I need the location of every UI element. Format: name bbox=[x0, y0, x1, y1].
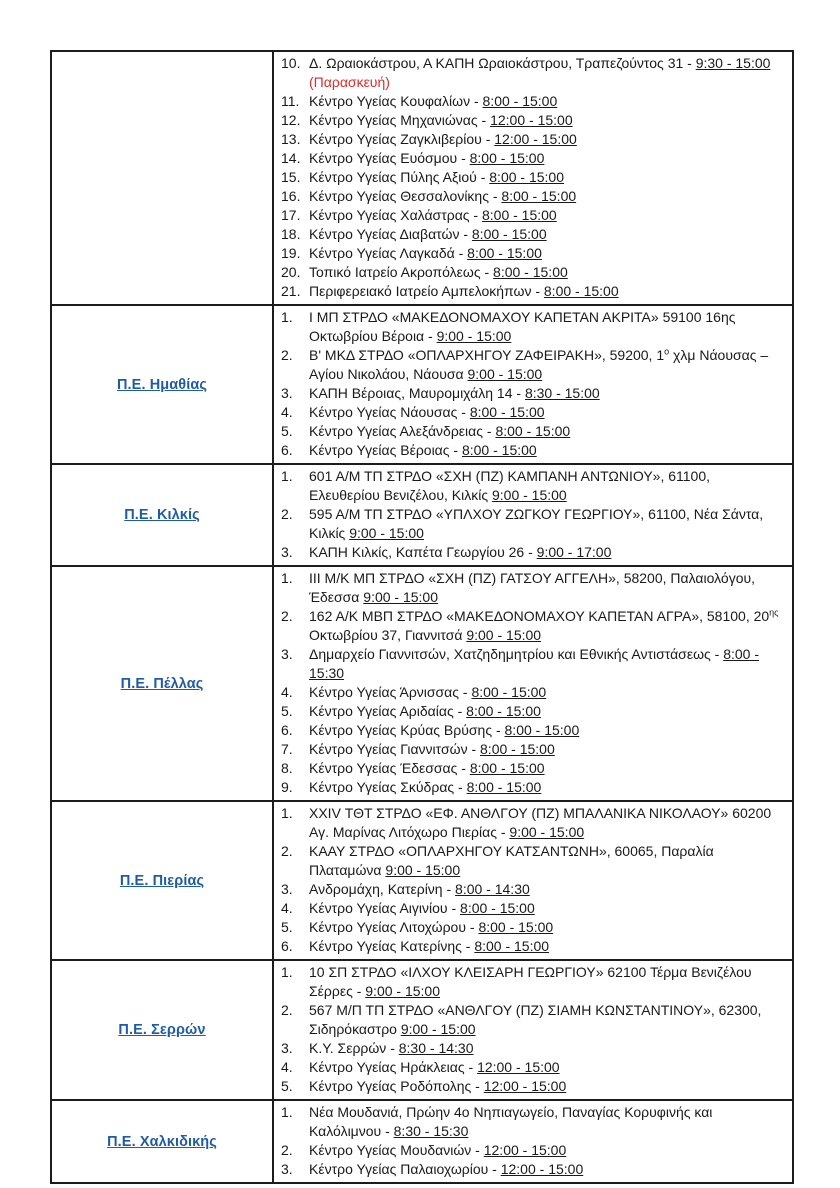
list-item bbox=[278, 918, 784, 937]
list-item bbox=[278, 1141, 784, 1160]
item-text bbox=[309, 759, 784, 778]
item-number: 14. bbox=[281, 150, 301, 166]
region-cell bbox=[51, 1100, 273, 1183]
item-number: 1. bbox=[281, 570, 293, 586]
location-text: XXIV ΤΘΤ ΣΤΡΔΟ «ΕΦ. ΑΝΘΛΓΟΥ (ΠΖ) ΜΠΑΛΑΝΙΚΑ ΝΙΚΟΛΑΟΥ» 60200 Αγ. Μαρίνας Λιτόχωρο Πιερίας - bbox=[309, 805, 772, 840]
list-item bbox=[278, 187, 784, 206]
location-text: Κέντρο Υγείας Μηχανιώνας - bbox=[309, 112, 491, 128]
items-cell bbox=[273, 305, 793, 464]
item-text bbox=[309, 422, 784, 441]
day-note-text: (Παρασκευή) bbox=[309, 74, 390, 90]
items-cell bbox=[273, 51, 793, 305]
item-text bbox=[309, 721, 784, 740]
item-text bbox=[309, 308, 784, 346]
location-text: 10 ΣΠ ΣΤΡΔΟ «ΙΛΧΟΥ ΚΛΕΙΣΑΡΗ ΓΕΩΡΓΙΟΥ» 62100 Τέρμα Βενιζέλου Σέρρες - bbox=[309, 964, 752, 999]
item-number: 4. bbox=[281, 684, 293, 700]
hours-text: 12:00 - 15:00 bbox=[490, 112, 573, 128]
item-number: 1. bbox=[281, 309, 293, 325]
item-number: 3. bbox=[281, 881, 293, 897]
location-text: Νέα Μουδανιά, Πρώην 4ο Νηπιαγωγείο, Παναγίας Κορυφινής και Καλόλιμνου - bbox=[309, 1104, 713, 1139]
region-cell bbox=[51, 305, 273, 464]
item-number: 2. bbox=[281, 1002, 293, 1018]
region-link[interactable]: Π.Ε. Ημαθίας bbox=[116, 376, 207, 393]
items-cell bbox=[273, 566, 793, 801]
hours-text: 8:00 - 15:00 bbox=[481, 207, 557, 223]
item-text bbox=[309, 1103, 784, 1141]
item-text bbox=[309, 607, 784, 645]
location-text: Κέντρο Υγείας Λαγκαδά - bbox=[309, 245, 468, 261]
items-cell bbox=[273, 801, 793, 960]
list-item bbox=[278, 683, 784, 702]
location-text: Κέντρο Υγείας Παλαιοχωρίου - bbox=[309, 1161, 501, 1177]
item-number: 5. bbox=[281, 919, 293, 935]
table-row bbox=[51, 1100, 793, 1183]
location-text: Δημαρχείο Γιαννιτσών, Χατζηδημητρίου και Εθνικής Αντιστάσεως - bbox=[309, 646, 724, 662]
list-item bbox=[278, 505, 784, 543]
item-text bbox=[309, 842, 784, 880]
table-row bbox=[51, 464, 793, 566]
item-text bbox=[309, 346, 784, 384]
list-item bbox=[278, 149, 784, 168]
item-text bbox=[309, 263, 784, 282]
hours-text: 9:00 - 15:00 bbox=[365, 983, 440, 999]
location-text: Κέντρο Υγείας Μουδανιών - bbox=[309, 1142, 484, 1158]
list-item bbox=[278, 645, 784, 683]
list-item bbox=[278, 899, 784, 918]
item-number: 3. bbox=[281, 1040, 293, 1056]
item-text bbox=[309, 505, 784, 543]
item-number: 15. bbox=[281, 169, 301, 185]
hours-text: 8:00 - 15:00 bbox=[461, 442, 537, 458]
list-item bbox=[278, 92, 784, 111]
list-item bbox=[278, 1160, 784, 1179]
item-text bbox=[309, 804, 784, 842]
item-number: 1. bbox=[281, 805, 293, 821]
hours-text: 8:00 - 15:00 bbox=[543, 283, 619, 299]
item-number: 4. bbox=[281, 900, 293, 916]
hours-text: 8:30 - 15:00 bbox=[524, 385, 600, 401]
location-text: Κέντρο Υγείας Νάουσας - bbox=[309, 404, 470, 420]
location-text: Κέντρο Υγείας Κατερίνης - bbox=[309, 938, 475, 954]
location-text: 162 Α/Κ ΜΒΠ ΣΤΡΔΟ «ΜΑΚΕΔΟΝΟΜΑΧΟΥ ΚΑΠΕΤΑΝ ΑΓΡΑ», 58100, 20 bbox=[309, 608, 770, 624]
item-number: 13. bbox=[281, 131, 301, 147]
hours-text: 9:30 - 15:00 bbox=[695, 55, 771, 71]
list-item bbox=[278, 282, 784, 301]
item-number: 3. bbox=[281, 385, 293, 401]
location-text: Κέντρο Υγείας Διαβατών - bbox=[309, 226, 472, 242]
item-text bbox=[309, 918, 784, 937]
item-text bbox=[309, 937, 784, 956]
hours-text: 8:00 - 15:30 bbox=[309, 646, 759, 681]
list-item bbox=[278, 543, 784, 562]
hours-text: 12:00 - 15:00 bbox=[477, 1059, 560, 1075]
location-text: Κέντρο Υγείας Βέροιας - bbox=[309, 442, 462, 458]
hours-text: 8:00 - 15:00 bbox=[480, 741, 555, 757]
hours-text: 8:00 - 15:00 bbox=[471, 226, 547, 242]
item-text bbox=[309, 1001, 784, 1039]
location-text: Κέντρο Υγείας Ροδόπολης - bbox=[309, 1078, 484, 1094]
list-item bbox=[278, 206, 784, 225]
list-item bbox=[278, 403, 784, 422]
location-text: Κέντρο Υγείας Γιαννιτσών - bbox=[309, 741, 481, 757]
item-text bbox=[309, 467, 784, 505]
item-text bbox=[309, 92, 784, 111]
location-text: ΚΑΑΥ ΣΤΡΔΟ «ΟΠΛΑΡΧΗΓΟΥ ΚΑΤΣΑΝΤΩΝΗ», 60065, Παραλία Πλαταμώνα bbox=[309, 843, 714, 878]
item-number: 6. bbox=[281, 442, 293, 458]
location-text: Κ.Υ. Σερρών - bbox=[309, 1040, 399, 1056]
item-text bbox=[309, 543, 784, 562]
hours-text: 9:00 - 15:00 bbox=[363, 589, 439, 605]
items-cell bbox=[273, 1100, 793, 1183]
list-item bbox=[278, 963, 784, 1001]
location-text: ΙΙΙ Μ/Κ ΜΠ ΣΤΡΔΟ «ΣΧΗ (ΠΖ) ΓΑΤΣΟΥ ΑΓΓΕΛΗ», 58200, Παλαιολόγου, Έδεσσα bbox=[309, 570, 756, 605]
location-text: Κέντρο Υγείας Κουφαλίων - bbox=[309, 93, 483, 109]
list-item bbox=[278, 54, 784, 92]
item-text bbox=[309, 1141, 784, 1160]
table-row bbox=[51, 960, 793, 1100]
item-text bbox=[309, 1160, 784, 1179]
location-text: Κέντρο Υγείας Λιτοχώρου - bbox=[309, 919, 479, 935]
item-number: 17. bbox=[281, 207, 301, 223]
list-item bbox=[278, 467, 784, 505]
hours-text: 8:00 - 15:00 bbox=[493, 264, 568, 280]
location-text: Κέντρο Υγείας Άρνισσας - bbox=[309, 684, 472, 700]
item-number: 3. bbox=[281, 646, 293, 662]
item-number: 12. bbox=[281, 112, 301, 128]
table-row bbox=[51, 566, 793, 801]
item-text bbox=[309, 569, 784, 607]
location-text: Κέντρο Υγείας Ηράκλειας - bbox=[309, 1059, 478, 1075]
item-number: 16. bbox=[281, 188, 301, 204]
item-text bbox=[309, 168, 784, 187]
items-cell bbox=[273, 464, 793, 566]
item-number: 19. bbox=[281, 245, 301, 261]
hours-text: 8:30 - 15:30 bbox=[393, 1123, 469, 1139]
table-row bbox=[51, 51, 793, 305]
item-text bbox=[309, 1039, 784, 1058]
item-number: 21. bbox=[281, 283, 301, 299]
hours-text: 8:00 - 15:00 bbox=[471, 684, 547, 700]
list-item bbox=[278, 422, 784, 441]
hours-text: 9:00 - 15:00 bbox=[349, 525, 424, 541]
hours-text: 8:00 - 15:00 bbox=[469, 404, 545, 420]
list-item bbox=[278, 308, 784, 346]
location-text: Οκτωβρίου 37, Γιαννιτσά bbox=[309, 627, 467, 643]
item-number: 4. bbox=[281, 404, 293, 420]
list-item bbox=[278, 804, 784, 842]
list-item bbox=[278, 1058, 784, 1077]
location-text: ΚΑΠΗ Κιλκίς, Καπέτα Γεωργίου 26 - bbox=[309, 544, 537, 560]
hours-text: 9:00 - 15:00 bbox=[466, 627, 542, 643]
health-centers-schedule-table bbox=[50, 50, 794, 1184]
item-text bbox=[309, 683, 784, 702]
table-row bbox=[51, 801, 793, 960]
item-text bbox=[309, 244, 784, 263]
items-cell bbox=[273, 960, 793, 1100]
list-item bbox=[278, 168, 784, 187]
region-cell bbox=[51, 960, 273, 1100]
item-text bbox=[309, 54, 784, 92]
hours-text: 8:00 - 15:00 bbox=[467, 245, 542, 261]
list-item bbox=[278, 263, 784, 282]
location-text: Κέντρο Υγείας Ζαγκλιβερίου - bbox=[309, 131, 495, 147]
location-text: Τοπικό Ιατρείο Ακροπόλεως - bbox=[309, 264, 494, 280]
item-number: 2. bbox=[281, 506, 293, 522]
hours-text: 12:00 - 15:00 bbox=[483, 1142, 567, 1158]
item-number: 5. bbox=[281, 423, 293, 439]
item-text bbox=[309, 963, 784, 1001]
item-text bbox=[309, 206, 784, 225]
hours-text: 8:00 - 15:00 bbox=[469, 760, 545, 776]
location-text: Κέντρο Υγείας Πύλης Αξιού - bbox=[309, 169, 490, 185]
hours-text: 9:00 - 15:00 bbox=[491, 487, 567, 503]
hours-text: 8:00 - 15:00 bbox=[489, 169, 564, 185]
item-number: 6. bbox=[281, 938, 293, 954]
hours-text: 12:00 - 15:00 bbox=[494, 131, 577, 147]
hours-text: 8:00 - 15:00 bbox=[469, 150, 545, 166]
item-number: 5. bbox=[281, 1078, 293, 1094]
table-row bbox=[51, 305, 793, 464]
list-item bbox=[278, 1001, 784, 1039]
item-number: 1. bbox=[281, 468, 293, 484]
location-text: Κέντρο Υγείας Κρύας Βρύσης - bbox=[309, 722, 505, 738]
item-number: 20. bbox=[281, 264, 301, 280]
list-item bbox=[278, 937, 784, 956]
location-text: χλμ Νάουσας – Αγίου Νικολάου, Νάουσα bbox=[309, 347, 769, 382]
hours-text: 8:00 - 15:00 bbox=[466, 779, 542, 795]
location-text: Κέντρο Υγείας Θεσσαλονίκης - bbox=[309, 188, 502, 204]
list-item bbox=[278, 842, 784, 880]
list-item bbox=[278, 130, 784, 149]
list-item bbox=[278, 225, 784, 244]
item-number: 1. bbox=[281, 1104, 293, 1120]
item-number: 5. bbox=[281, 703, 293, 719]
location-text: Κέντρο Υγείας Αιγινίου - bbox=[309, 900, 461, 916]
hours-text: 8:00 - 14:30 bbox=[455, 881, 530, 897]
ordinal-superscript: ο bbox=[664, 346, 670, 357]
item-text bbox=[309, 384, 784, 403]
item-text bbox=[309, 1077, 784, 1096]
item-text bbox=[309, 740, 784, 759]
region-cell bbox=[51, 566, 273, 801]
item-text bbox=[309, 880, 784, 899]
item-text bbox=[309, 149, 784, 168]
item-text bbox=[309, 225, 784, 244]
item-text bbox=[309, 282, 784, 301]
item-number: 2. bbox=[281, 608, 293, 624]
item-number: 9. bbox=[281, 779, 293, 795]
location-text: Κέντρο Υγείας Έδεσσας - bbox=[309, 760, 470, 776]
hours-text: 9:00 - 15:00 bbox=[400, 1021, 476, 1037]
list-item bbox=[278, 721, 784, 740]
ordinal-superscript: ης bbox=[769, 607, 779, 618]
list-item bbox=[278, 880, 784, 899]
list-item bbox=[278, 1103, 784, 1141]
hours-text: 12:00 - 15:00 bbox=[483, 1078, 567, 1094]
location-text: 567 Μ/Π ΤΠ ΣΤΡΔΟ «ΑΝΘΛΓΟΥ (ΠΖ) ΣΙΑΜΗ ΚΩΝΣΤΑΝΤΙΝΟΥ», 62300, Σιδηρόκαστρο bbox=[309, 1002, 762, 1037]
hours-text: 8:00 - 15:00 bbox=[474, 938, 550, 954]
region-link[interactable]: Π.Ε. Πιερίας bbox=[119, 872, 205, 889]
item-text bbox=[309, 778, 784, 797]
region-cell bbox=[51, 51, 273, 305]
item-number: 4. bbox=[281, 1059, 293, 1075]
hours-text: 9:00 - 15:00 bbox=[436, 328, 512, 344]
item-number: 7. bbox=[281, 741, 293, 757]
hours-text: 9:00 - 15:00 bbox=[509, 824, 585, 840]
item-text bbox=[309, 187, 784, 206]
location-text: Β' ΜΚΔ ΣΤΡΔΟ «ΟΠΛΑΡΧΗΓΟΥ ΖΑΦΕΙΡΑΚΗ», 59200, 1 bbox=[309, 347, 665, 363]
list-item bbox=[278, 759, 784, 778]
location-text: Δ. Ωραιοκάστρου, Α ΚΑΠΗ Ωραιοκάστρου, Τραπεζούντος 31 - bbox=[309, 55, 696, 71]
location-text: Κέντρο Υγείας Χαλάστρας - bbox=[309, 207, 482, 223]
location-text: Κέντρο Υγείας Ευόσμου - bbox=[309, 150, 470, 166]
hours-text: 8:30 - 14:30 bbox=[398, 1040, 474, 1056]
location-text: Κέντρο Υγείας Αλεξάνδρειας - bbox=[309, 423, 496, 439]
region-cell bbox=[51, 464, 273, 566]
item-text bbox=[309, 441, 784, 460]
item-number: 18. bbox=[281, 226, 301, 242]
hours-text: 12:00 - 15:00 bbox=[500, 1161, 584, 1177]
item-number: 3. bbox=[281, 1161, 293, 1177]
list-item bbox=[278, 569, 784, 607]
item-text bbox=[309, 645, 784, 683]
list-item bbox=[278, 244, 784, 263]
item-text bbox=[309, 111, 784, 130]
item-number: 2. bbox=[281, 1142, 293, 1158]
region-link[interactable]: Π.Ε. Κιλκίς bbox=[124, 507, 200, 523]
location-text: ΚΑΠΗ Βέροιας, Μαυρομιχάλη 14 - bbox=[309, 385, 525, 401]
hours-text: 9:00 - 17:00 bbox=[536, 544, 612, 560]
item-number: 3. bbox=[281, 544, 293, 560]
list-item bbox=[278, 384, 784, 403]
list-item bbox=[278, 1077, 784, 1096]
list-item bbox=[278, 740, 784, 759]
region-link[interactable]: Π.Ε. Πέλλας bbox=[120, 675, 204, 692]
hours-text: 9:00 - 15:00 bbox=[385, 862, 461, 878]
hours-text: 8:00 - 15:00 bbox=[478, 919, 554, 935]
location-text: Κέντρο Υγείας Αριδαίας - bbox=[309, 703, 467, 719]
hours-text: 8:00 - 15:00 bbox=[460, 900, 535, 916]
location-text: Ανδρομάχη, Κατερίνη - bbox=[309, 881, 456, 897]
item-number: 2. bbox=[281, 843, 293, 859]
region-link[interactable]: Π.Ε. Σερρών bbox=[118, 1022, 206, 1038]
list-item bbox=[278, 111, 784, 130]
location-text: Κέντρο Υγείας Σκύδρας - bbox=[309, 779, 467, 795]
hours-text: 9:00 - 15:00 bbox=[467, 366, 543, 382]
item-text bbox=[309, 1058, 784, 1077]
hours-text: 8:00 - 15:00 bbox=[504, 722, 580, 738]
item-number: 1. bbox=[281, 964, 293, 980]
item-text bbox=[309, 130, 784, 149]
list-item bbox=[278, 702, 784, 721]
item-number: 6. bbox=[281, 722, 293, 738]
item-number: 10. bbox=[281, 55, 301, 71]
hours-text: 8:00 - 15:00 bbox=[495, 423, 571, 439]
hours-text: 8:00 - 15:00 bbox=[501, 188, 577, 204]
item-number: 11. bbox=[281, 93, 300, 109]
list-item bbox=[278, 778, 784, 797]
item-text bbox=[309, 899, 784, 918]
list-item bbox=[278, 1039, 784, 1058]
location-text: Περιφερειακό Ιατρείο Αμπελοκήπων - bbox=[309, 283, 544, 299]
hours-text: 8:00 - 15:00 bbox=[482, 93, 558, 109]
list-item bbox=[278, 441, 784, 460]
location-text: 601 Α/Μ ΤΠ ΣΤΡΔΟ «ΣΧΗ (ΠΖ) ΚΑΜΠΑΝΗ ΑΝΤΩΝΙΟΥ», 61100, Ελευθερίου Βενιζέλου, Κιλκίς bbox=[309, 468, 711, 503]
location-text: 595 Α/Μ ΤΠ ΣΤΡΔΟ «ΥΠΛΧΟΥ ΖΩΓΚΟΥ ΓΕΩΡΓΙΟΥ», 61100, Νέα Σάντα, Κιλκίς bbox=[309, 506, 764, 541]
region-link[interactable]: Π.Ε. Χαλκιδικής bbox=[107, 1133, 217, 1150]
list-item bbox=[278, 607, 784, 645]
item-text bbox=[309, 403, 784, 422]
item-text bbox=[309, 702, 784, 721]
schedule-table-body bbox=[51, 51, 793, 1183]
location-text: Ι ΜΠ ΣΤΡΔΟ «ΜΑΚΕΔΟΝΟΜΑΧΟΥ ΚΑΠΕΤΑΝ ΑΚΡΙΤΑ» 59100 16ης Οκτωβρίου Βέροια - bbox=[309, 309, 736, 344]
item-number: 8. bbox=[281, 760, 293, 776]
list-item bbox=[278, 346, 784, 384]
item-number: 2. bbox=[281, 347, 293, 363]
hours-text: 8:00 - 15:00 bbox=[466, 703, 541, 719]
region-cell bbox=[51, 801, 273, 960]
